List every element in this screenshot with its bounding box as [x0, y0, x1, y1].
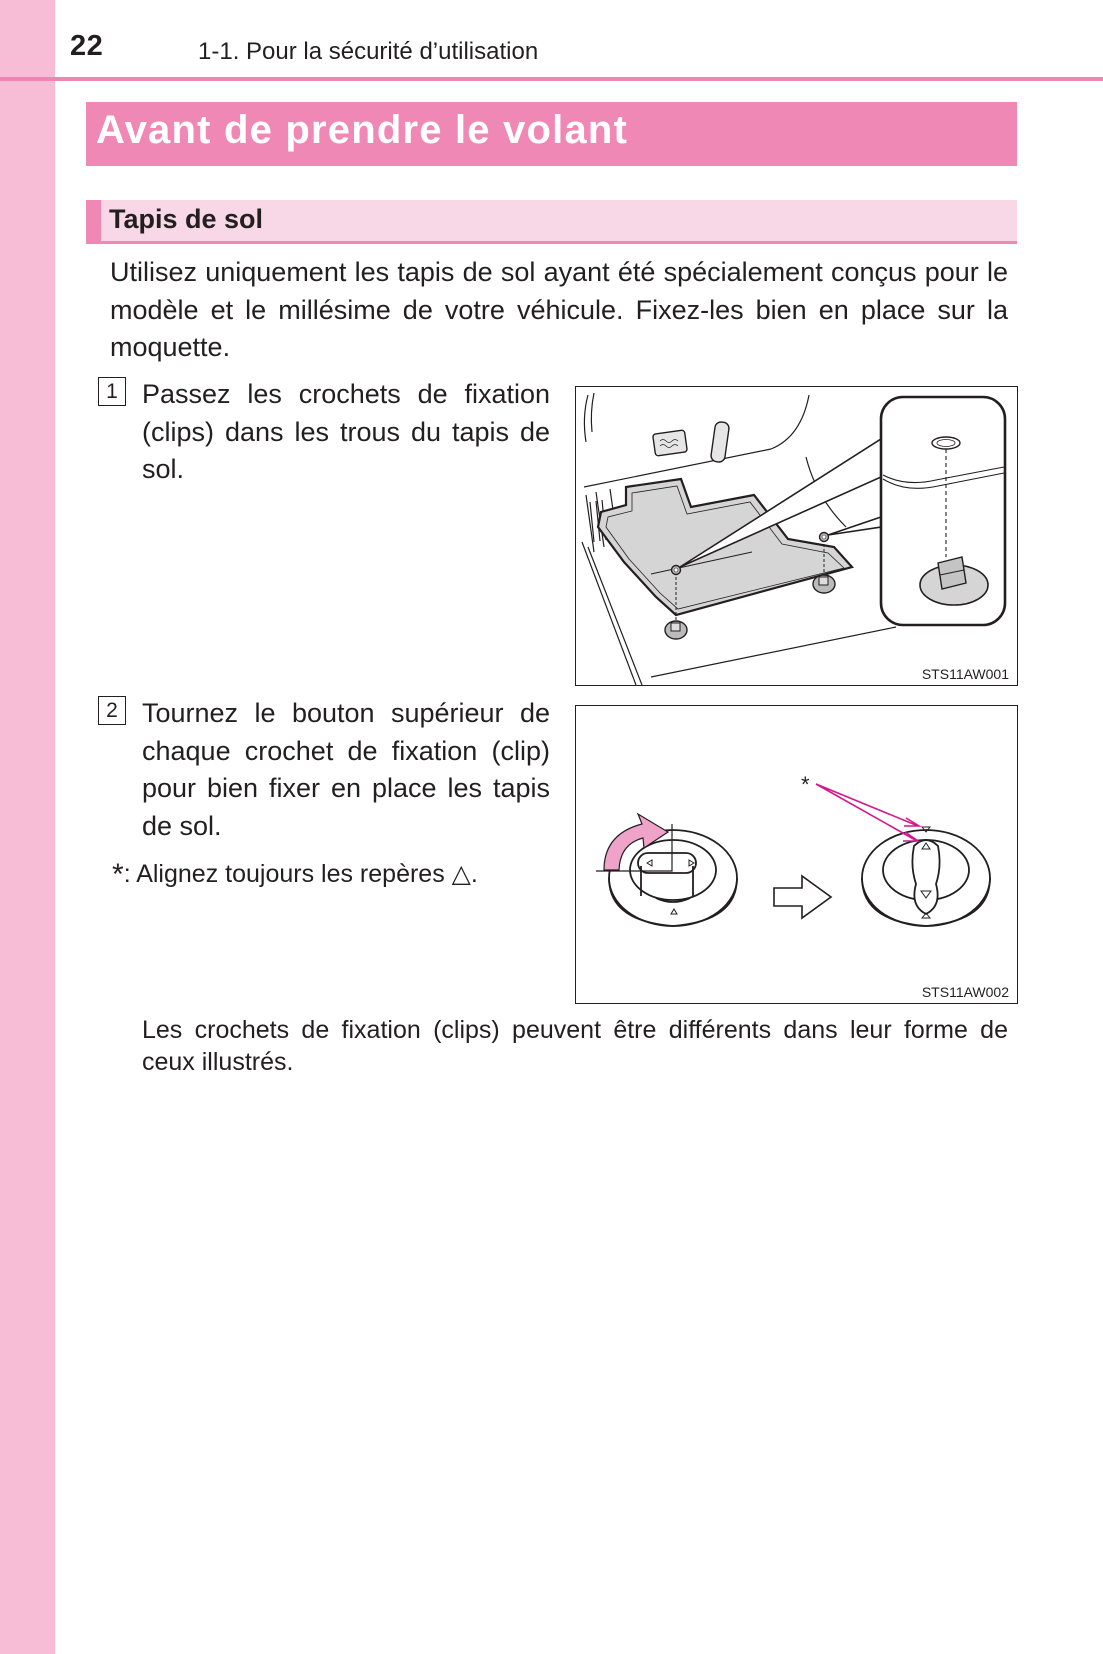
- page-title-bar: [86, 102, 1017, 166]
- intro-paragraph: Utilisez uniquement les tapis de sol ayant été spécialement conçus pour le modèle et le millésime de votre véhicule. Fixez-les bien en place sur la moquette.: [110, 257, 1008, 362]
- section-reference: 1-1. Pour la sécurité d’utilisation: [198, 38, 539, 65]
- alignment-note: [112, 856, 478, 890]
- subsection-accent: [86, 200, 101, 241]
- subsection-header: [86, 200, 1017, 244]
- note-asterisk: *: [112, 858, 124, 891]
- figure-code: STS11AW001: [921, 666, 1009, 682]
- step-1-badge: 1: [98, 377, 126, 406]
- subsection-title: Tapis de sol: [109, 204, 264, 234]
- side-band: [0, 0, 55, 1654]
- footer-note: Les crochets de fixation (clips) peuvent être différents dans leur forme de ceux illustrés.: [142, 1016, 1008, 1076]
- note-text: : Alignez toujours les repères: [123, 860, 452, 888]
- note-period: .: [470, 860, 478, 888]
- figure-clip-rotation: [575, 705, 1018, 1004]
- clip-rotation-illustration: [576, 706, 1017, 1003]
- header-divider: [0, 77, 1103, 81]
- step-2-text: Tournez le bouton supérieur de chaque crochet de fixation (clip) pour bien fixer en place les tapis de sol.: [142, 698, 550, 841]
- step-1-text: Passez les crochets de fixation (clips) dans les trous du tapis de sol.: [142, 379, 550, 484]
- floor-mat-illustration: [576, 387, 1017, 685]
- figure-star: *: [801, 772, 810, 797]
- page-number: 22: [70, 30, 104, 62]
- page-title: Avant de prendre le volant: [96, 108, 629, 152]
- figure-floor-mat-clips: [575, 386, 1018, 686]
- step-2-badge: 2: [98, 696, 126, 725]
- figure-code: STS11AW002: [921, 984, 1009, 1000]
- triangle-mark-icon: △: [451, 860, 471, 888]
